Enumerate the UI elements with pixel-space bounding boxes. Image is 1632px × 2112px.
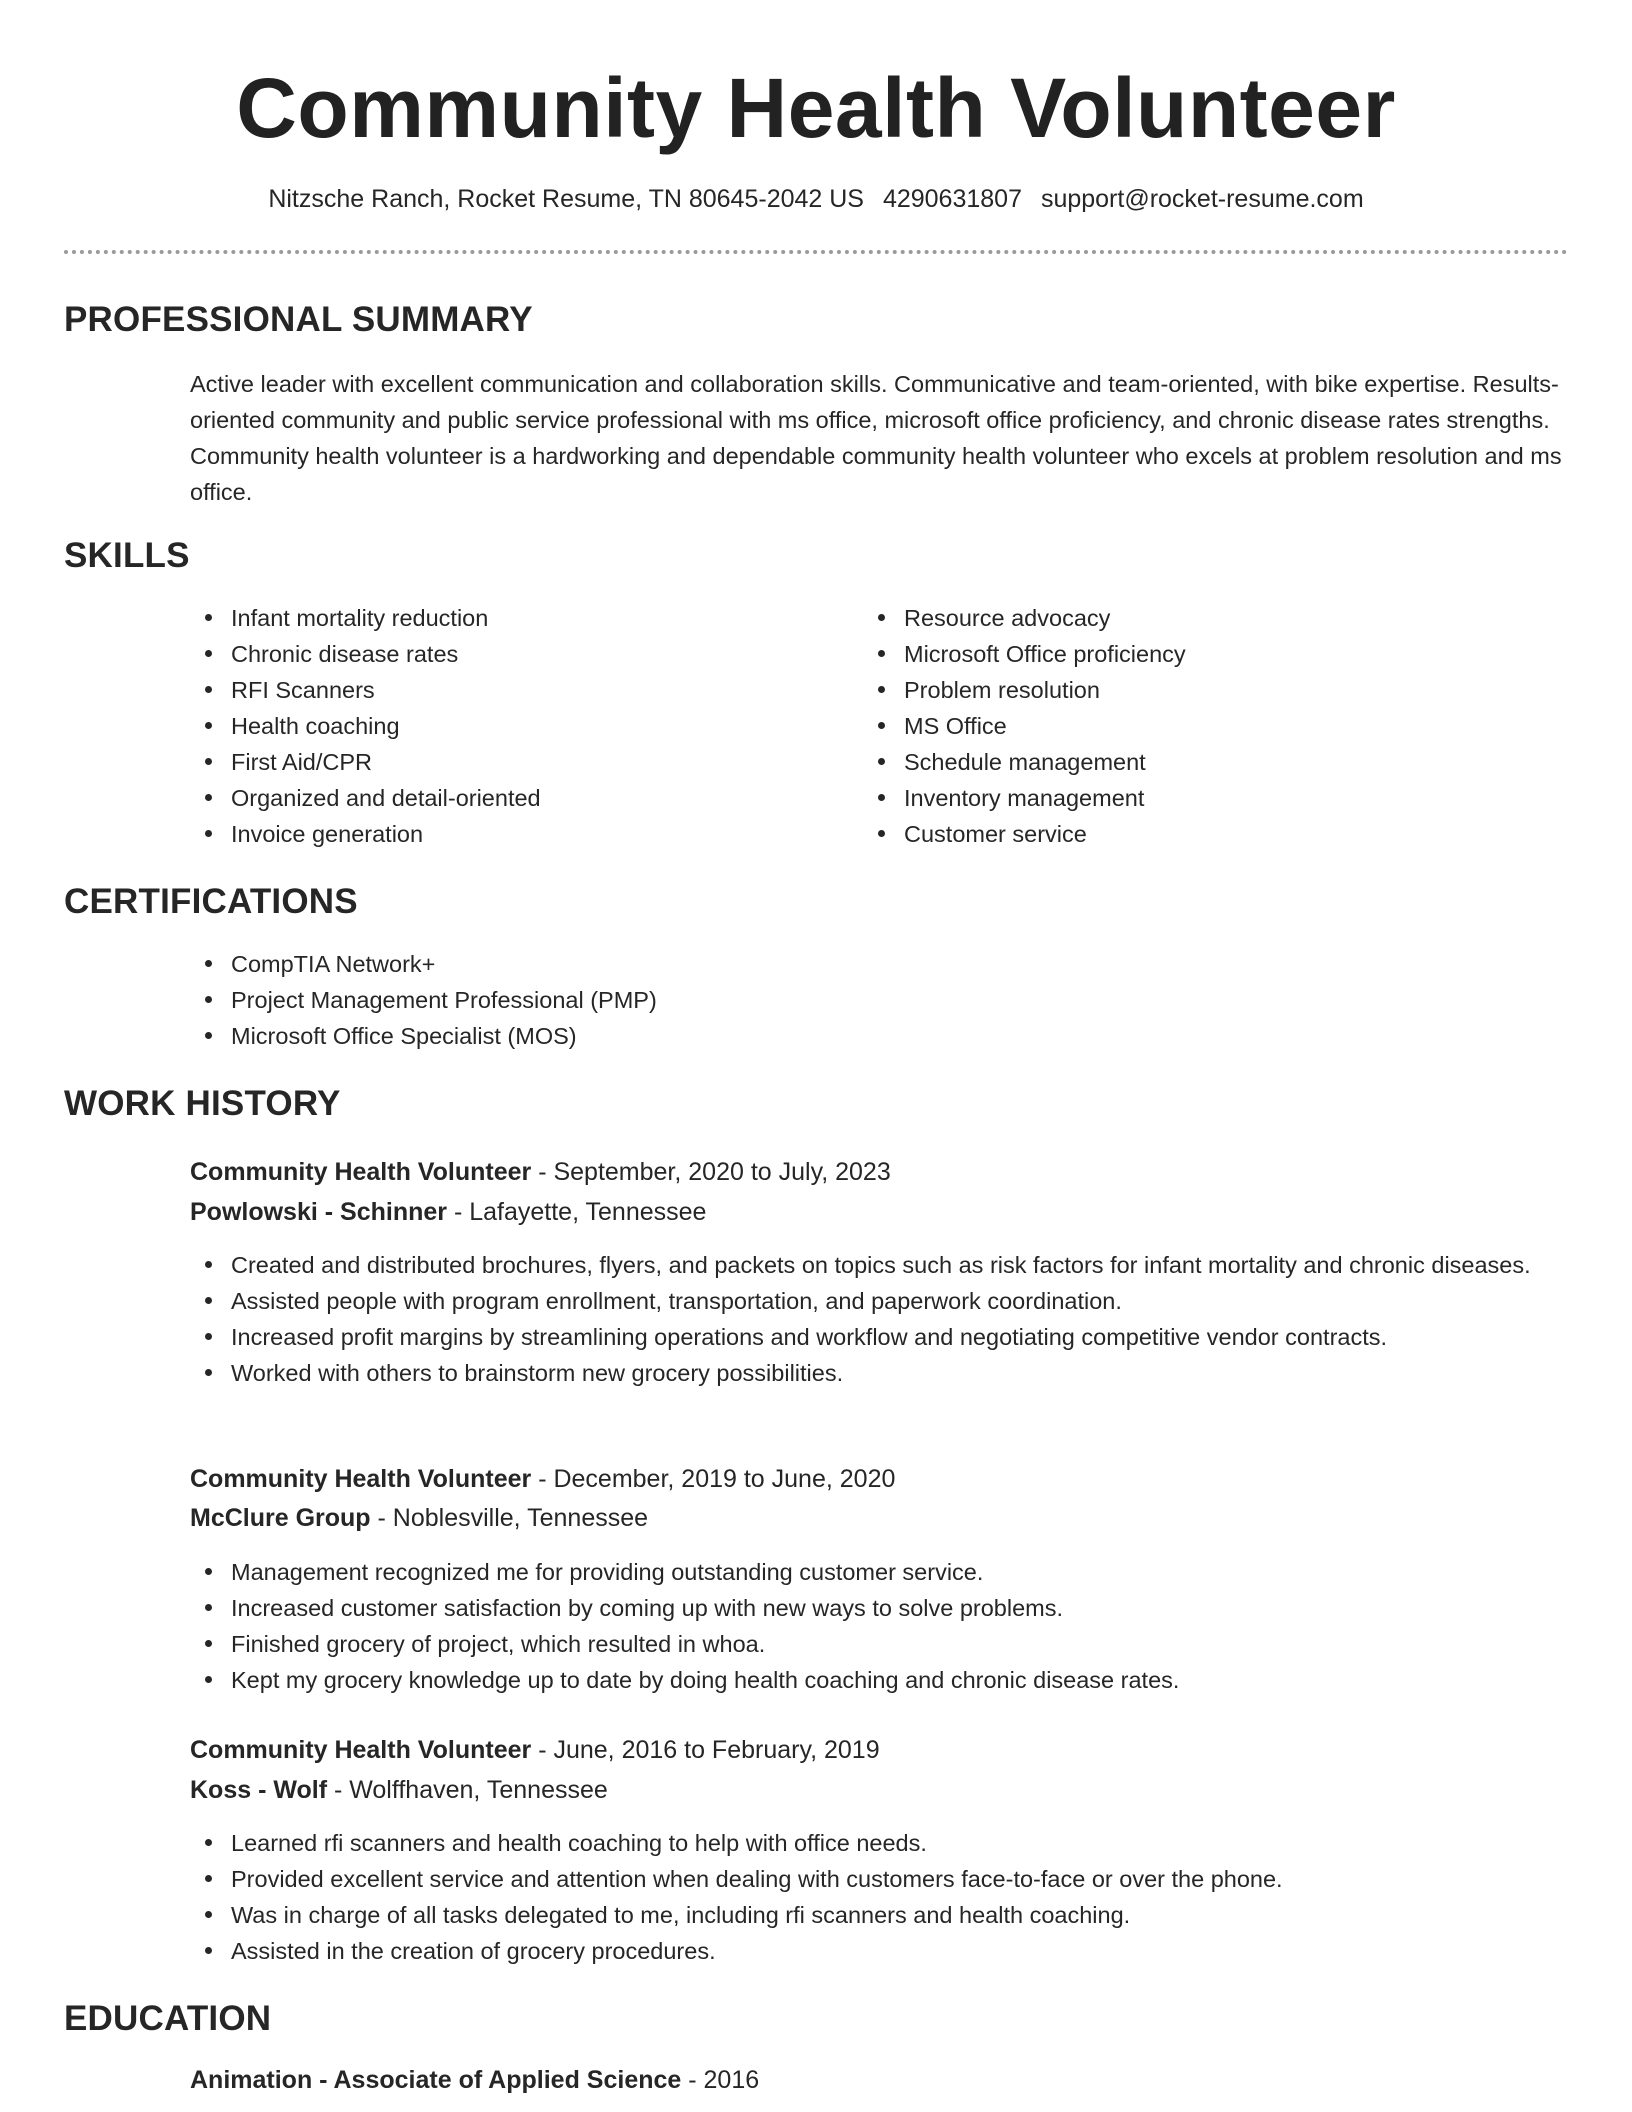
job-company: Powlowski - Schinner: [190, 1198, 447, 1226]
job-company: Koss - Wolf: [190, 1776, 328, 1804]
list-item: Provided excellent service and attention when dealing with customers face-to-face or over the phone.: [231, 1861, 1591, 1897]
list-item: Organized and detail-oriented: [231, 780, 851, 816]
list-item: Created and distributed brochures, flyers, and packets on topics such as risk factors for infant mortality and chronic diseases.: [231, 1247, 1591, 1283]
list-item: Project Management Professional (PMP): [231, 982, 1431, 1018]
list-item: Microsoft Office Specialist (MOS): [231, 1018, 1431, 1054]
list-item: Resource advocacy: [904, 600, 1524, 636]
contact-phone: 4290631807: [882, 185, 1022, 213]
job-title-line: [190, 1461, 895, 1497]
list-item: Customer service: [904, 816, 1524, 852]
list-item: Health coaching: [231, 708, 851, 744]
list-item: Management recognized me for providing outstanding customer service.: [231, 1554, 1591, 1590]
contact-email[interactable]: support@rocket-resume.com: [1040, 185, 1364, 213]
list-item: RFI Scanners: [231, 672, 851, 708]
list-item: Chronic disease rates: [231, 636, 851, 672]
list-item: Increased profit margins by streamlining operations and workflow and negotiating competitive vendor contracts.: [231, 1319, 1591, 1355]
contact-address: Nitzsche Ranch, Rocket Resume, TN 80645-2042 US: [268, 185, 864, 213]
job-location: - Wolffhaven, Tennessee: [327, 1776, 608, 1804]
education-year: - 2016: [681, 2066, 760, 2094]
job-dates: - June, 2016 to February, 2019: [531, 1736, 880, 1764]
list-item: MS Office: [904, 708, 1524, 744]
list-item: Was in charge of all tasks delegated to me, including rfi scanners and health coaching.: [231, 1897, 1591, 1933]
job-dates: - December, 2019 to June, 2020: [531, 1465, 896, 1493]
list-item: Kept my grocery knowledge up to date by doing health coaching and chronic disease rates.: [231, 1662, 1591, 1698]
list-item: CompTIA Network+: [231, 946, 1431, 982]
section-title-education: EDUCATION: [64, 1999, 272, 2038]
resume-name: Community Health Volunteer: [236, 61, 1396, 155]
header-divider: [64, 250, 1568, 254]
list-item: Worked with others to brainstorm new grocery possibilities.: [231, 1355, 1591, 1391]
list-item: Problem resolution: [904, 672, 1524, 708]
contact-line: [0, 181, 1632, 217]
list-item: Assisted in the creation of grocery procedures.: [231, 1933, 1591, 1969]
list-item: Finished grocery of project, which resulted in whoa.: [231, 1626, 1591, 1662]
job-location: - Lafayette, Tennessee: [447, 1198, 707, 1226]
list-item: Invoice generation: [231, 816, 851, 852]
section-title-work: WORK HISTORY: [64, 1084, 341, 1123]
job-bullets: [187, 1247, 1591, 1391]
section-title-summary: PROFESSIONAL SUMMARY: [64, 300, 533, 339]
job-title-line: [190, 1154, 891, 1190]
job-bullets: [187, 1554, 1591, 1698]
job-role: Community Health Volunteer: [190, 1736, 532, 1764]
list-item: Assisted people with program enrollment, transportation, and paperwork coordination.: [231, 1283, 1591, 1319]
job-bullets: [187, 1825, 1591, 1969]
education-degree: Animation - Associate of Applied Science: [190, 2066, 682, 2094]
job-company: McClure Group: [190, 1504, 371, 1532]
job-company-line: [190, 1772, 608, 1808]
job-title-line: [190, 1732, 880, 1768]
job-location: - Noblesville, Tennessee: [370, 1504, 649, 1532]
certifications-list: [187, 946, 1431, 1054]
skills-list-left: [187, 600, 851, 852]
list-item: Learned rfi scanners and health coaching to help with office needs.: [231, 1825, 1591, 1861]
job-company-line: [190, 1500, 648, 1536]
list-item: Infant mortality reduction: [231, 600, 851, 636]
skills-list-right: [860, 600, 1524, 852]
job-role: Community Health Volunteer: [190, 1465, 532, 1493]
list-item: Schedule management: [904, 744, 1524, 780]
section-title-certifications: CERTIFICATIONS: [64, 882, 358, 921]
list-item: Inventory management: [904, 780, 1524, 816]
job-dates: - September, 2020 to July, 2023: [531, 1158, 891, 1186]
education-line: [190, 2062, 759, 2098]
list-item: First Aid/CPR: [231, 744, 851, 780]
summary-text: Active leader with excellent communication and collaboration skills. Communicative and team-oriented, with bike expertise. Results-oriented community and public service professional with ms office, microsoft office proficiency, and chronic disease rates strengths. Community health volunteer is a hardworking and dependable community health volunteer who excels at problem resolution and ms office.: [190, 371, 1562, 505]
section-title-skills: SKILLS: [64, 536, 190, 575]
job-company-line: [190, 1194, 706, 1230]
list-item: Increased customer satisfaction by coming up with new ways to solve problems.: [231, 1590, 1591, 1626]
list-item: Microsoft Office proficiency: [904, 636, 1524, 672]
job-role: Community Health Volunteer: [190, 1158, 532, 1186]
